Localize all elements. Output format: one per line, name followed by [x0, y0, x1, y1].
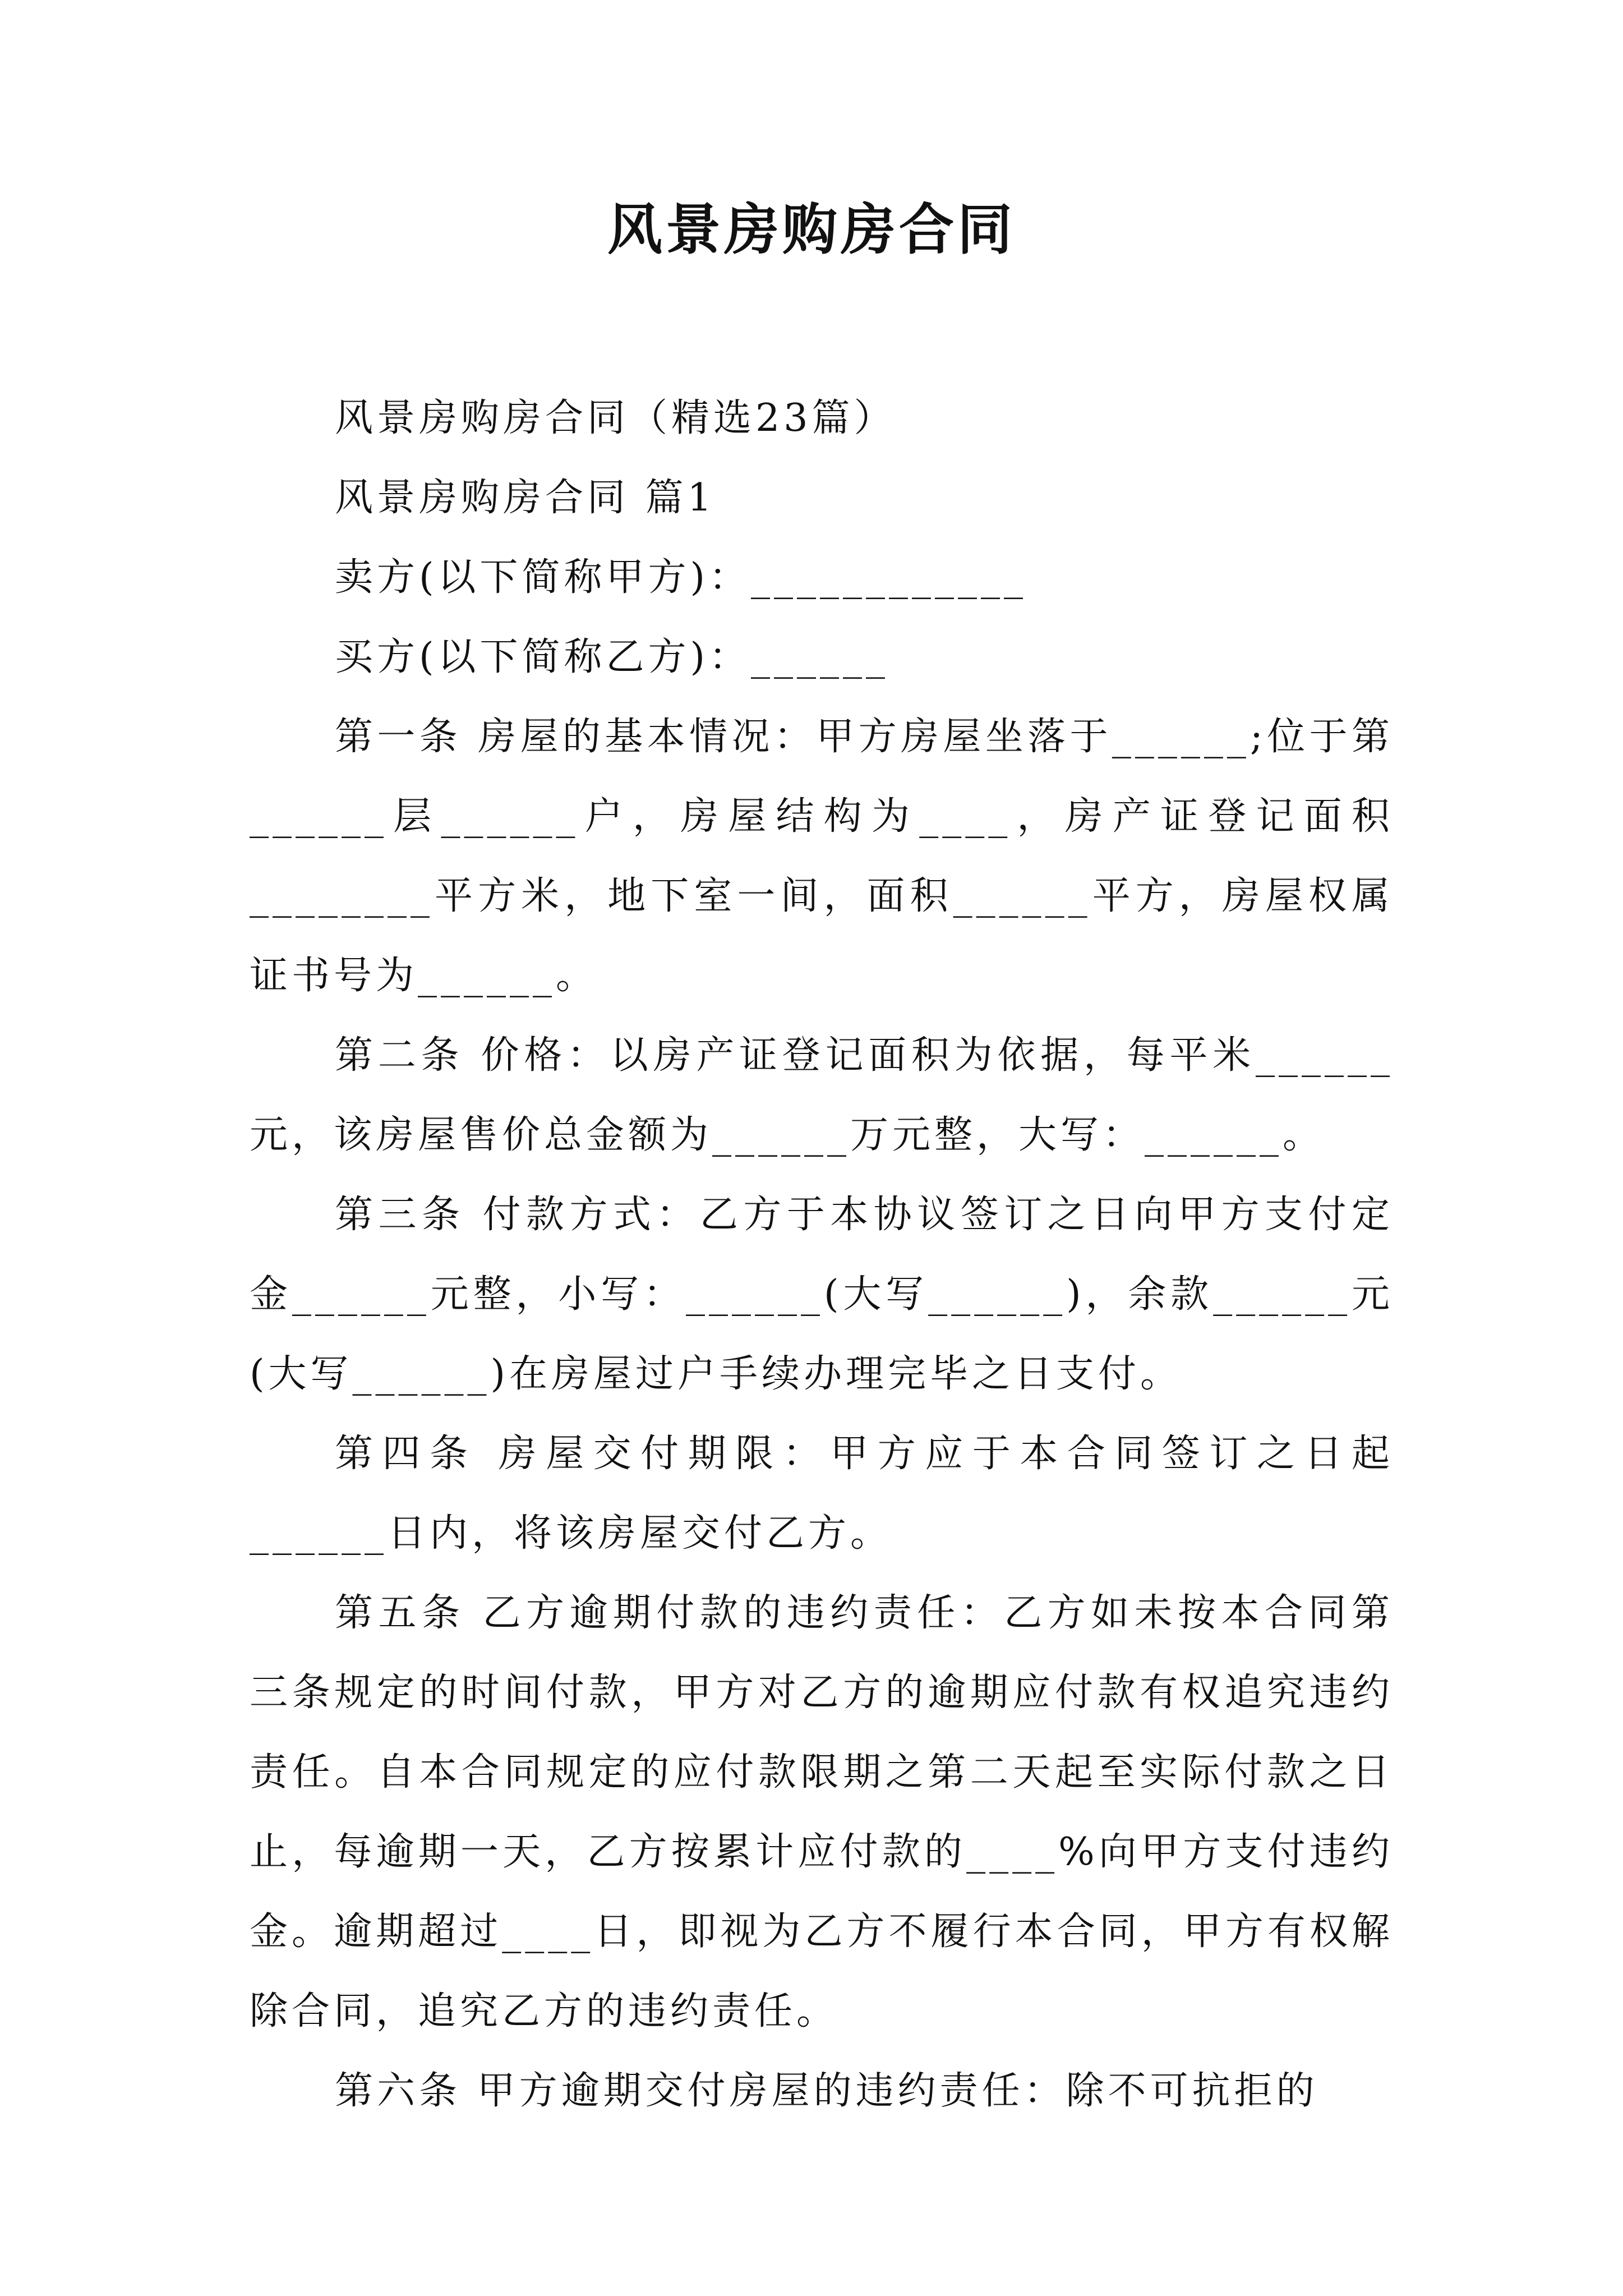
- article-3: 第三条 付款方式：乙方于本协议签订之日向甲方支付定金______元整，小写：______(大写______)，余款______元(大写______)在房屋过户手续办理完毕之日支付。: [250, 1193, 1394, 1396]
- article-2: 第二条 价格：以房产证登记面积为依据，每平米______元，该房屋售价总金额为______万元整，大写：______。: [250, 1033, 1394, 1157]
- subtitle-paragraph: 风景房购房合同（精选23篇）: [335, 396, 896, 440]
- article-5: 第五条 乙方逾期付款的违约责任：乙方如未按本合同第三条规定的时间付款，甲方对乙方的逾期应付款有权追究违约责任。自本合同规定的应付款限期之第二天起至实际付款之日止，每逾期一天，乙方按累计应付款的____%向甲方支付违约金。逾期超过____日，即视为乙方不履行本合同，甲方有权解除合同，追究乙方的违约责任。: [250, 1591, 1394, 2033]
- article-1: 第一条 房屋的基本情况：甲方房屋坐落于______;位于第______层______户，房屋结构为____，房产证登记面积________平方米，地下室一间，面积______平方，房屋权属证书号为______。: [250, 715, 1394, 998]
- document-title: 风景房购房合同: [607, 197, 1016, 262]
- section-heading: 风景房购房合同 篇1: [335, 476, 716, 520]
- seller-line: 卖方(以下简称甲方)：____________: [335, 555, 1027, 600]
- article-6: 第六条 甲方逾期交付房屋的违约责任：除不可抗拒的: [335, 2069, 1318, 2113]
- document-body: [250, 379, 1394, 2131]
- buyer-line: 买方(以下简称乙方)：______: [335, 635, 889, 679]
- article-4: 第四条 房屋交付期限：甲方应于本合同签订之日起______日内，将该房屋交付乙方。: [250, 1432, 1394, 1556]
